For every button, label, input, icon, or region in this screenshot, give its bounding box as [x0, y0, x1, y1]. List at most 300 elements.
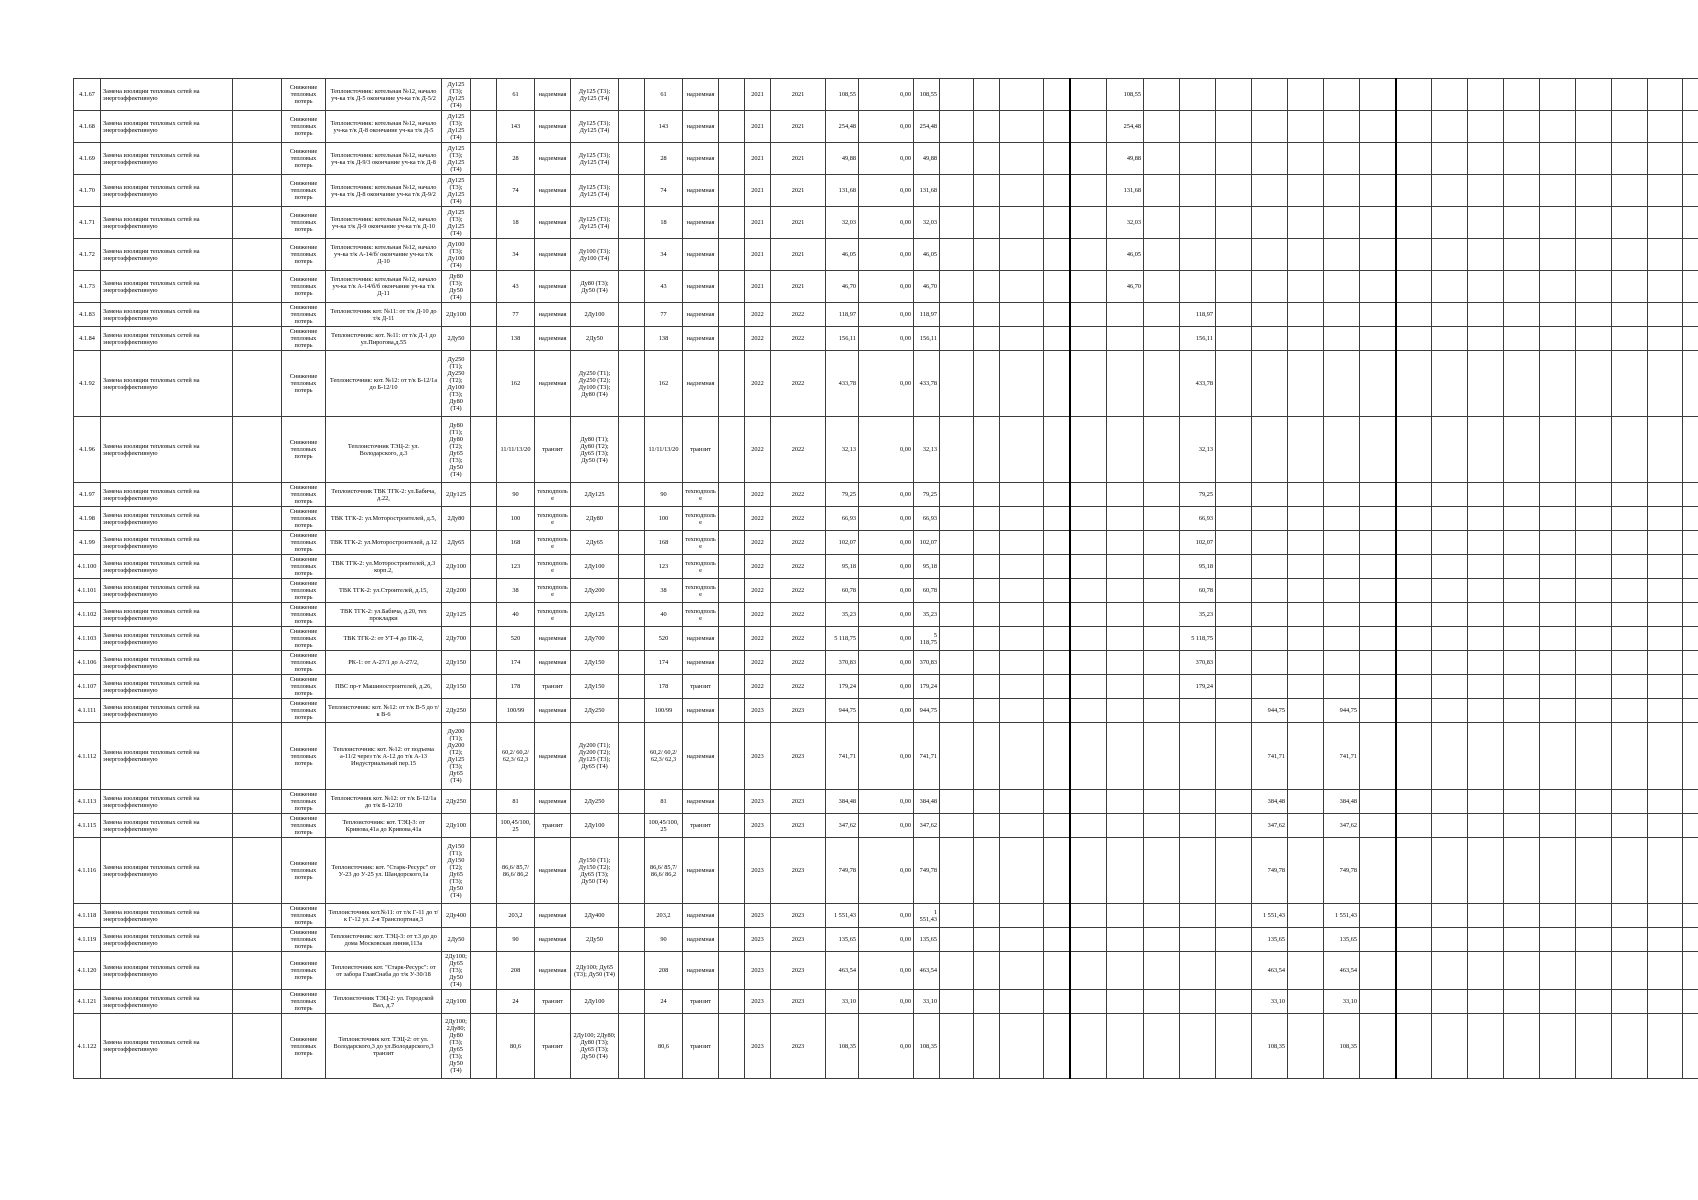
table-cell: [1000, 904, 1044, 928]
cell-period-total: 944,75: [1324, 699, 1360, 723]
table-cell: [1216, 351, 1252, 417]
table-cell: [1070, 904, 1107, 928]
table-row: [74, 928, 1698, 952]
cell-total: 49,88: [914, 143, 940, 175]
cell-type2: транзит: [683, 1014, 719, 1079]
cell-type2: надземная: [683, 952, 719, 990]
table-row: [74, 651, 1698, 675]
cell-loc: Теплоисточник: котельная №12, начало уч-ка т/к Д-8 окончание уч-ка т/к Д-9/2: [326, 175, 442, 207]
cell-cost: 135,65: [826, 928, 859, 952]
table-cell: [940, 175, 974, 207]
table-cell: [1070, 483, 1107, 507]
table-cell: [619, 207, 645, 239]
table-cell: [1540, 651, 1576, 675]
table-cell: [1288, 579, 1324, 603]
table-cell: [1180, 928, 1216, 952]
cell-len1: 162: [497, 351, 535, 417]
table-cell: [1683, 271, 1698, 303]
table-cell: [1044, 790, 1070, 814]
table-cell: [1432, 239, 1468, 271]
cell-cost: 66,93: [826, 507, 859, 531]
cell-cost: 741,71: [826, 723, 859, 790]
table-cell: [1612, 303, 1648, 327]
table-cell: [1504, 531, 1540, 555]
table-cell: [1612, 531, 1648, 555]
table-cell: [619, 79, 645, 111]
table-cell: [471, 207, 497, 239]
cell-type2: транзит: [683, 675, 719, 699]
table-cell: [719, 904, 745, 928]
table-cell: [1540, 303, 1576, 327]
cell-len1: 77: [497, 303, 535, 327]
cell-y1: 2022: [745, 651, 771, 675]
cell-name: Замена изоляции тепловых сетей на энергоэффективную: [101, 303, 233, 327]
table-cell: [1252, 507, 1288, 531]
table-cell: [1540, 579, 1576, 603]
table-cell: [1396, 531, 1432, 555]
table-cell: [719, 699, 745, 723]
table-cell: [1070, 627, 1107, 651]
cell-loc: Теплоисточник кот. №12: от т/к Б-12/1а до т/к Б-12/10: [326, 790, 442, 814]
cell-type1: надземная: [535, 627, 571, 651]
table-cell: [1612, 952, 1648, 990]
table-cell: [1468, 603, 1504, 627]
cell-period-value: 35,23: [1180, 603, 1216, 627]
table-cell: [471, 1014, 497, 1079]
table-cell: [1432, 351, 1468, 417]
cell-type2: надземная: [683, 838, 719, 904]
table-cell: [1216, 143, 1252, 175]
cell-type2: надземная: [683, 904, 719, 928]
cell-period-value: 46,05: [1107, 239, 1144, 271]
cell-no: 4.1.69: [74, 143, 101, 175]
table-cell: [719, 175, 745, 207]
table-cell: [619, 143, 645, 175]
table-cell: [233, 790, 282, 814]
table-cell: [619, 838, 645, 904]
table-cell: [1044, 952, 1070, 990]
table-cell: [1324, 555, 1360, 579]
table-cell: [1000, 483, 1044, 507]
cell-len2: 11/11/13/20: [645, 417, 683, 483]
table-cell: [1107, 555, 1144, 579]
table-cell: [1683, 651, 1698, 675]
table-cell: [1468, 351, 1504, 417]
cell-len2: 203,2: [645, 904, 683, 928]
cell-total: 79,25: [914, 483, 940, 507]
cell-len2: 28: [645, 143, 683, 175]
cell-loc: Теплоисточник кот. ТЭЦ-2: от ул. Володарского,3 до ул.Володарского,3 транзит: [326, 1014, 442, 1079]
cell-cost: 79,25: [826, 483, 859, 507]
table-cell: [1324, 175, 1360, 207]
cell-len1: 43: [497, 271, 535, 303]
cell-period-total: 463,54: [1324, 952, 1360, 990]
table-cell: [1000, 603, 1044, 627]
table-row: [74, 483, 1698, 507]
table-cell: [1576, 531, 1612, 555]
table-cell: [1360, 351, 1396, 417]
cell-period-value: 254,48: [1107, 111, 1144, 143]
table-cell: [1396, 143, 1432, 175]
cell-cost: 32,03: [826, 207, 859, 239]
cell-goal: Снижение тепловых потерь: [282, 175, 326, 207]
table-cell: [1612, 579, 1648, 603]
cell-loc: Теплоисточник: котельная №12, начало уч-ка т/к А-14/б/б окончание уч-ка т/к Д-11: [326, 271, 442, 303]
cell-type1: надземная: [535, 303, 571, 327]
table-cell: [974, 239, 1000, 271]
cell-cost: 944,75: [826, 699, 859, 723]
table-row: [74, 531, 1698, 555]
cell-goal: Снижение тепловых потерь: [282, 603, 326, 627]
cell-no: 4.1.100: [74, 555, 101, 579]
table-cell: [1648, 303, 1683, 327]
cell-type1: надземная: [535, 723, 571, 790]
table-cell: [1576, 351, 1612, 417]
cell-no: 4.1.72: [74, 239, 101, 271]
cell-other: 0,00: [859, 651, 914, 675]
table-cell: [1070, 928, 1107, 952]
cell-goal: Снижение тепловых потерь: [282, 1014, 326, 1079]
cell-len2: 61: [645, 79, 683, 111]
table-cell: [940, 952, 974, 990]
table-cell: [1540, 327, 1576, 351]
table-cell: [1432, 303, 1468, 327]
cell-type2: надземная: [683, 627, 719, 651]
table-cell: [1540, 952, 1576, 990]
table-cell: [1070, 417, 1107, 483]
cell-len1: 86,6/ 85,7/ 86,6/ 86,2: [497, 838, 535, 904]
table-cell: [1288, 555, 1324, 579]
table-cell: [1000, 175, 1044, 207]
table-cell: [1648, 627, 1683, 651]
table-cell: [1468, 303, 1504, 327]
cell-cost: 32,13: [826, 417, 859, 483]
table-cell: [1576, 207, 1612, 239]
table-cell: [719, 651, 745, 675]
cell-y1: 2021: [745, 79, 771, 111]
table-cell: [1288, 79, 1324, 111]
cell-y1: 2022: [745, 675, 771, 699]
cell-type2: техподполье: [683, 555, 719, 579]
table-cell: [1288, 928, 1324, 952]
table-cell: [1360, 175, 1396, 207]
table-cell: [1683, 303, 1698, 327]
cell-goal: Снижение тепловых потерь: [282, 303, 326, 327]
table-cell: [471, 790, 497, 814]
table-cell: [1044, 699, 1070, 723]
table-cell: [1252, 207, 1288, 239]
table-cell: [471, 239, 497, 271]
table-cell: [1432, 531, 1468, 555]
cell-type1: надземная: [535, 143, 571, 175]
table-cell: [1252, 603, 1288, 627]
table-cell: [1324, 327, 1360, 351]
cell-dia1: Ду125 (Т3); Ду125 (Т4): [442, 79, 471, 111]
cell-other: 0,00: [859, 555, 914, 579]
cell-loc: ТВК ТГК-2: ул.Моторостроителей, д.12: [326, 531, 442, 555]
table-row: [74, 814, 1698, 838]
table-cell: [1324, 271, 1360, 303]
cell-dia2: 2Ду250: [571, 699, 619, 723]
table-cell: [1324, 111, 1360, 143]
table-cell: [719, 239, 745, 271]
table-row: [74, 239, 1698, 271]
table-cell: [1504, 143, 1540, 175]
cell-cost: 95,18: [826, 555, 859, 579]
cell-cost: 35,23: [826, 603, 859, 627]
table-cell: [619, 271, 645, 303]
table-cell: [619, 952, 645, 990]
table-cell: [940, 814, 974, 838]
table-cell: [1396, 904, 1432, 928]
table-cell: [1648, 351, 1683, 417]
cell-period-value: 463,54: [1252, 952, 1288, 990]
cell-dia2: 2Ду100: [571, 303, 619, 327]
table-cell: [1000, 723, 1044, 790]
table-cell: [1683, 327, 1698, 351]
table-cell: [619, 239, 645, 271]
cell-type2: техподполье: [683, 507, 719, 531]
cell-period-value: 79,25: [1180, 483, 1216, 507]
table-cell: [1107, 990, 1144, 1014]
table-cell: [1044, 814, 1070, 838]
cell-len2: 80,6: [645, 1014, 683, 1079]
table-cell: [1648, 904, 1683, 928]
table-cell: [1180, 814, 1216, 838]
cell-total: 5 118,75: [914, 627, 940, 651]
table-cell: [233, 952, 282, 990]
cell-total: 741,71: [914, 723, 940, 790]
cell-total: 35,23: [914, 603, 940, 627]
table-cell: [1144, 555, 1180, 579]
cell-y2: 2021: [771, 175, 826, 207]
table-cell: [1576, 651, 1612, 675]
table-cell: [1612, 327, 1648, 351]
table-cell: [1288, 699, 1324, 723]
table-cell: [1683, 351, 1698, 417]
table-cell: [1144, 175, 1180, 207]
table-cell: [974, 79, 1000, 111]
table-row: [74, 699, 1698, 723]
table-cell: [1070, 303, 1107, 327]
table-cell: [1648, 143, 1683, 175]
cell-name: Замена изоляции тепловых сетей на энергоэффективную: [101, 239, 233, 271]
cell-dia1: 2Ду200: [442, 579, 471, 603]
table-cell: [1396, 417, 1432, 483]
cell-len2: 38: [645, 579, 683, 603]
table-cell: [974, 790, 1000, 814]
cell-type2: техподполье: [683, 531, 719, 555]
cell-no: 4.1.112: [74, 723, 101, 790]
table-cell: [233, 928, 282, 952]
table-cell: [619, 1014, 645, 1079]
cell-dia2: Ду250 (Т1); Ду250 (Т2); Ду100 (Т3); Ду80 (Т4): [571, 351, 619, 417]
table-cell: [233, 675, 282, 699]
table-cell: [1216, 483, 1252, 507]
table-cell: [1044, 111, 1070, 143]
cell-cost: 46,70: [826, 271, 859, 303]
table-cell: [1044, 207, 1070, 239]
table-cell: [1504, 603, 1540, 627]
cell-total: 347,62: [914, 814, 940, 838]
cell-other: 0,00: [859, 723, 914, 790]
cell-y2: 2023: [771, 699, 826, 723]
table-cell: [1360, 928, 1396, 952]
table-cell: [1504, 814, 1540, 838]
cell-dia2: Ду125 (Т3); Ду125 (Т4): [571, 143, 619, 175]
table-cell: [1648, 111, 1683, 143]
cell-y1: 2023: [745, 990, 771, 1014]
table-cell: [1612, 627, 1648, 651]
cell-len2: 100/99: [645, 699, 683, 723]
cell-other: 0,00: [859, 207, 914, 239]
table-cell: [1044, 627, 1070, 651]
table-cell: [1540, 239, 1576, 271]
cell-y2: 2021: [771, 143, 826, 175]
table-cell: [1468, 143, 1504, 175]
table-cell: [1216, 790, 1252, 814]
table-cell: [1324, 79, 1360, 111]
table-cell: [1324, 675, 1360, 699]
table-cell: [1216, 723, 1252, 790]
table-cell: [1396, 627, 1432, 651]
table-cell: [1504, 723, 1540, 790]
table-cell: [1144, 990, 1180, 1014]
cell-type1: техподполье: [535, 531, 571, 555]
table-cell: [1360, 627, 1396, 651]
cell-other: 0,00: [859, 327, 914, 351]
table-cell: [1612, 507, 1648, 531]
table-cell: [1648, 838, 1683, 904]
cell-len2: 18: [645, 207, 683, 239]
table-cell: [619, 699, 645, 723]
cell-dia1: Ду125 (Т3); Ду125 (Т4): [442, 111, 471, 143]
table-cell: [1612, 603, 1648, 627]
table-cell: [1288, 207, 1324, 239]
table-cell: [719, 814, 745, 838]
table-cell: [1576, 928, 1612, 952]
cell-goal: Снижение тепловых потерь: [282, 814, 326, 838]
table-cell: [1648, 79, 1683, 111]
table-cell: [1540, 79, 1576, 111]
cell-goal: Снижение тепловых потерь: [282, 507, 326, 531]
table-cell: [1432, 579, 1468, 603]
table-cell: [1468, 1014, 1504, 1079]
cell-no: 4.1.113: [74, 790, 101, 814]
table-cell: [1288, 675, 1324, 699]
table-cell: [1216, 239, 1252, 271]
table-cell: [1683, 699, 1698, 723]
cell-name: Замена изоляции тепловых сетей на энергоэффективную: [101, 790, 233, 814]
table-cell: [1288, 990, 1324, 1014]
cell-total: 32,03: [914, 207, 940, 239]
cell-len1: 100/99: [497, 699, 535, 723]
table-cell: [619, 555, 645, 579]
table-cell: [1360, 790, 1396, 814]
table-cell: [1360, 271, 1396, 303]
table-cell: [1144, 723, 1180, 790]
cell-y1: 2021: [745, 175, 771, 207]
table-cell: [1044, 531, 1070, 555]
table-cell: [1324, 579, 1360, 603]
cell-total: 135,65: [914, 928, 940, 952]
cell-other: 0,00: [859, 928, 914, 952]
cell-len2: 143: [645, 111, 683, 143]
cell-type2: надземная: [683, 699, 719, 723]
table-cell: [1252, 627, 1288, 651]
cell-total: 108,35: [914, 1014, 940, 1079]
cell-y1: 2022: [745, 531, 771, 555]
table-cell: [1576, 327, 1612, 351]
table-cell: [719, 952, 745, 990]
table-cell: [471, 303, 497, 327]
table-cell: [1432, 555, 1468, 579]
table-cell: [1360, 507, 1396, 531]
table-cell: [1070, 838, 1107, 904]
table-cell: [1144, 814, 1180, 838]
cell-period-value: 944,75: [1252, 699, 1288, 723]
table-cell: [1504, 990, 1540, 1014]
table-cell: [974, 627, 1000, 651]
table-cell: [1288, 952, 1324, 990]
table-cell: [1612, 814, 1648, 838]
cell-dia1: 2Ду150: [442, 651, 471, 675]
table-cell: [1144, 651, 1180, 675]
table-cell: [1396, 790, 1432, 814]
table-cell: [1648, 952, 1683, 990]
table-cell: [1576, 271, 1612, 303]
table-cell: [1144, 271, 1180, 303]
table-cell: [1107, 814, 1144, 838]
table-cell: [1648, 327, 1683, 351]
cell-len2: 86,6/ 85,7/ 86,6/ 86,2: [645, 838, 683, 904]
cell-y1: 2022: [745, 507, 771, 531]
table-cell: [974, 531, 1000, 555]
cell-len1: 100: [497, 507, 535, 531]
table-cell: [1468, 79, 1504, 111]
cell-total: 102,07: [914, 531, 940, 555]
cell-other: 0,00: [859, 351, 914, 417]
table-cell: [1180, 723, 1216, 790]
cell-y1: 2022: [745, 351, 771, 417]
table-cell: [1468, 675, 1504, 699]
cell-len1: 138: [497, 327, 535, 351]
table-cell: [1180, 838, 1216, 904]
table-cell: [1396, 675, 1432, 699]
table-cell: [1216, 555, 1252, 579]
table-cell: [1324, 507, 1360, 531]
table-cell: [1000, 79, 1044, 111]
cell-len2: 162: [645, 351, 683, 417]
cell-dia1: 2Ду100; 2Ду80; Ду80 (Т3); Ду65 (Т3); Ду50 (Т4): [442, 1014, 471, 1079]
table-cell: [1396, 351, 1432, 417]
table-cell: [940, 555, 974, 579]
cell-period-value: 384,48: [1252, 790, 1288, 814]
cell-dia1: 2Ду50: [442, 928, 471, 952]
table-cell: [1683, 239, 1698, 271]
table-cell: [1576, 603, 1612, 627]
cell-goal: Снижение тепловых потерь: [282, 627, 326, 651]
table-cell: [619, 904, 645, 928]
table-cell: [1070, 790, 1107, 814]
table-cell: [1612, 239, 1648, 271]
cell-type1: надземная: [535, 904, 571, 928]
table-cell: [719, 675, 745, 699]
table-cell: [1540, 723, 1576, 790]
table-cell: [1612, 990, 1648, 1014]
table-cell: [940, 351, 974, 417]
cell-type2: техподполье: [683, 579, 719, 603]
